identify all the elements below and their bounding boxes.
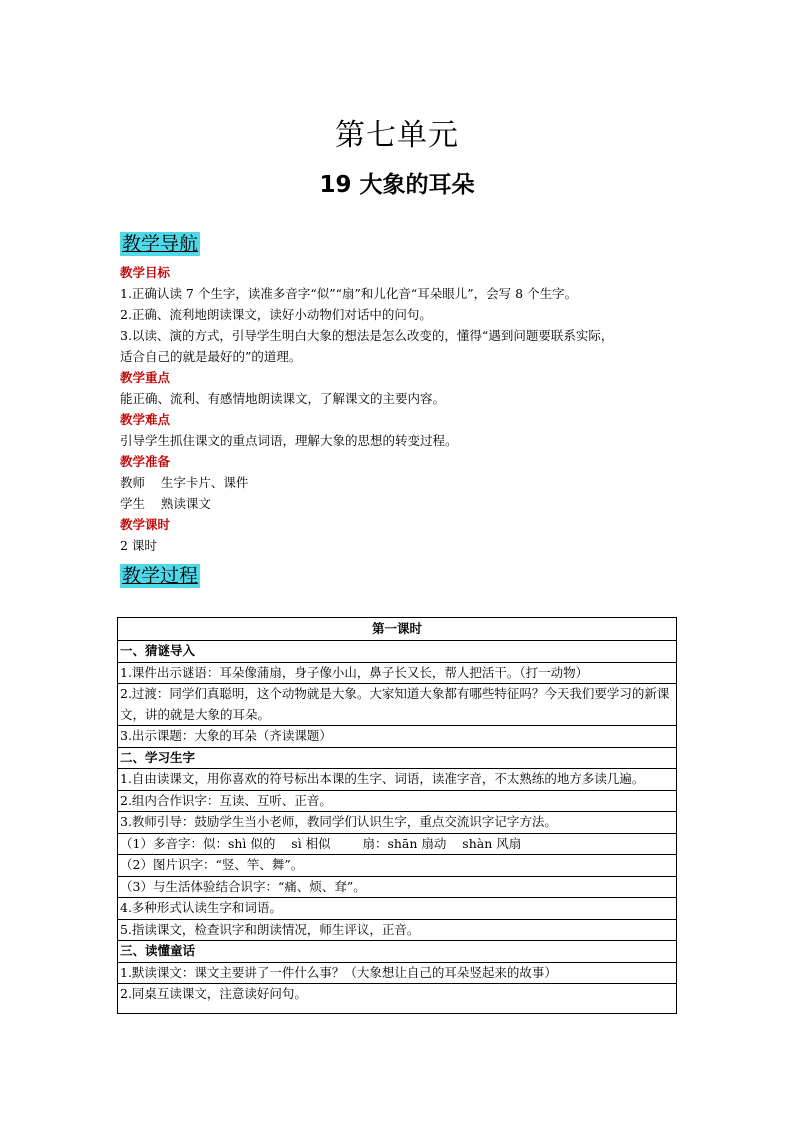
teaching-guide-banner: 教学导航 — [122, 233, 199, 255]
table-row: （1）多音字：似：shì 似的 sì 相似 扇：shān 扇动 shàn 风扇 — [118, 834, 676, 856]
table-row: 1.课件出示谜语：耳朵像蒲扇，身子像小山，鼻子长又长，帮人把活干。（打一动物） — [118, 663, 676, 685]
table-row: 2.同桌互读课文，注意读好问句。 — [120, 986, 307, 1001]
table-row: 3.出示课题：大象的耳朵（齐读课题） — [118, 726, 676, 748]
table-row: 三、读懂童话 — [118, 941, 676, 963]
teaching-process-banner: 教学过程 — [122, 565, 199, 587]
table-row: 1.自由读课文，用你喜欢的符号标出本课的生字、词语，读准字音，不太熟练的地方多读几遍。 — [118, 769, 676, 791]
unit-title: 第七单元 — [335, 118, 459, 153]
class-hours-heading: 教学课时 — [120, 517, 171, 532]
table-row: 2.过渡：同学们真聪明，这个动物就是大象。大家知道大象都有哪些特征吗？今天我们要学习的新课文，讲的就是大象的耳朵。 — [118, 684, 676, 726]
table-row: （2）图片识字：“竖、竿、舞”。 — [118, 855, 676, 877]
preparation-student: 学生 熟读课文 — [120, 496, 211, 511]
table-row: 4.多种形式认读生字和词语。 — [118, 898, 676, 920]
table-row: （3）与生活体验结合识字：“痛、烦、耷”。 — [118, 877, 676, 899]
table-row: 一、猜谜导入 — [118, 641, 676, 663]
objective-item: 适合自己的就是最好的”的道理。 — [120, 349, 302, 364]
table-row: 5.指读课文，检查识字和朗读情况，师生评议，正音。 — [118, 920, 676, 942]
table-row: 1.默读课文：课文主要讲了一件什么事？（大象想让自己的耳朵竖起来的故事） — [118, 963, 676, 985]
preparation-teacher: 教师 生字卡片、课件 — [120, 475, 249, 490]
difficulty-heading: 教学难点 — [120, 412, 171, 427]
key-points-heading: 教学重点 — [120, 370, 171, 385]
teaching-guide-section — [120, 262, 680, 556]
table-row: 3.教师引导：鼓励学生当小老师，教同学们认识生字，重点交流识字记字方法。 — [118, 812, 676, 834]
preparation-heading: 教学准备 — [120, 454, 171, 469]
key-points-text: 能正确、流利、有感情地朗读课文，了解课文的主要内容。 — [120, 391, 446, 406]
objectives-heading: 教学目标 — [120, 265, 171, 280]
class-hours-text: 2 课时 — [120, 538, 157, 553]
difficulty-text: 引导学生抓住课文的重点词语，理解大象的思想的转变过程。 — [120, 433, 458, 448]
lesson-title: 19 大象的耳朵 — [319, 172, 475, 198]
objective-item: 3.以读、演的方式，引导学生明白大象的想法是怎么改变的，懂得“遇到问题要联系实际， — [120, 328, 614, 343]
table-row: 2.组内合作识字：互读、互听、正音。 — [118, 791, 676, 813]
table-header: 第一课时 — [118, 618, 676, 641]
objective-item: 1.正确认读 7 个生字，读准多音字“似”“扇”和儿化音“耳朵眼儿”，会写 8 个生字。 — [120, 286, 578, 301]
table-row: 二、学习生字 — [118, 748, 676, 770]
objective-item: 2.正确、流利地朗读课文，读好小动物们对话中的问句。 — [120, 307, 432, 322]
teaching-process-table — [117, 617, 677, 1014]
